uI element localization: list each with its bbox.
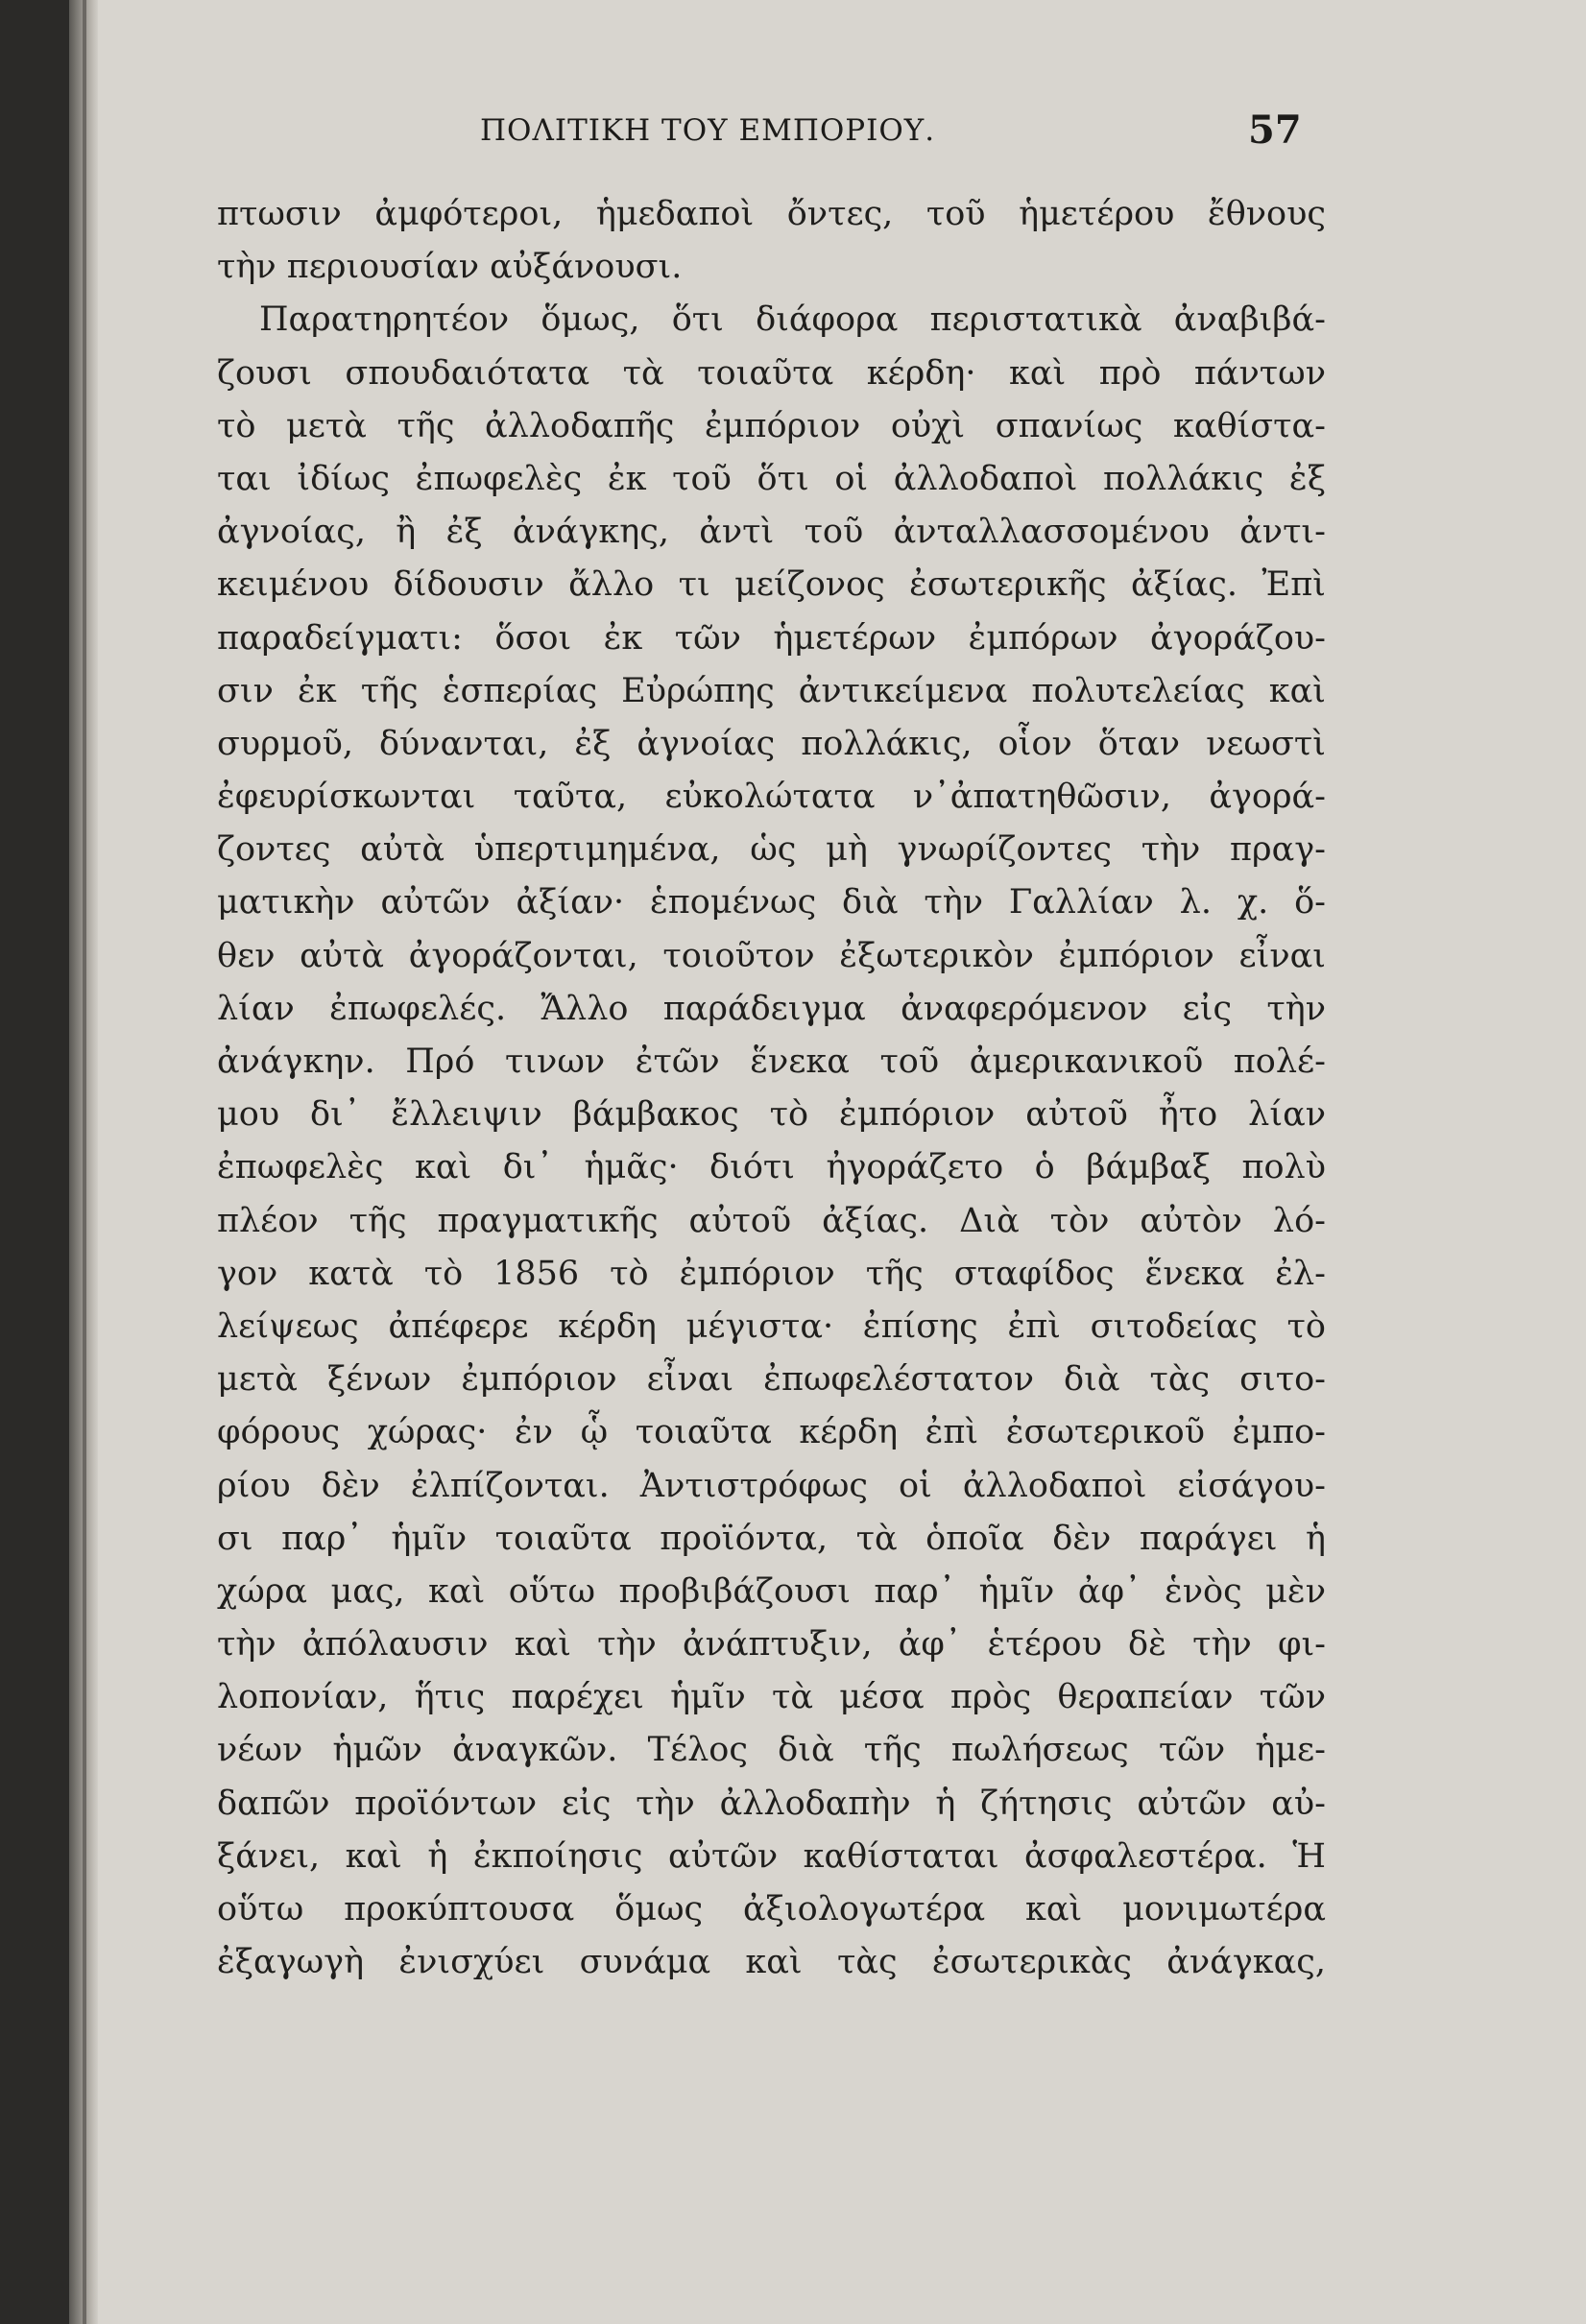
- text-line: πλέον τῆς πραγματικῆς αὐτοῦ ἀξίας. Διὰ τὸν αὐτὸν λό-: [217, 1201, 1326, 1240]
- body-text: [217, 188, 1326, 1989]
- text-line: ἐφευρίσκωνται ταῦτα, εὐκολώτατα ν᾽ἀπατηθῶσιν, ἀγορά-: [217, 778, 1326, 817]
- text-line: τὴν ἀπόλαυσιν καὶ τὴν ἀνάπτυξιν, ἀφ᾽ ἑτέρου δὲ τὴν φι-: [217, 1625, 1326, 1665]
- text-line: ζοντες αὐτὰ ὑπερτιμημένα, ὡς μὴ γνωρίζοντες τὴν πραγ-: [217, 830, 1326, 870]
- text-line: κειμένου δίδουσιν ἄλλο τι μείζονος ἐσωτερικῆς ἀξίας. Ἐπὶ: [217, 565, 1326, 605]
- text-line: ξάνει, καὶ ἡ ἐκποίησις αὐτῶν καθίσταται ἀσφαλεστέρα. Ἡ: [217, 1836, 1326, 1876]
- text-line: ἐξαγωγὴ ἐνισχύει συνάμα καὶ τὰς ἐσωτερικὰς ἀνάγκας,: [217, 1943, 1326, 1982]
- text-line: λείψεως ἀπέφερε κέρδη μέγιστα· ἐπίσης ἐπὶ σιτοδείας τὸ: [217, 1306, 1326, 1346]
- binding-line: [83, 0, 86, 2324]
- text-line: πτωσιν ἀμφότεροι, ἡμεδαποὶ ὄντες, τοῦ ἡμετέρου ἔθνους: [217, 195, 1326, 233]
- text-line: μετὰ ξένων ἐμπόριον εἶναι ἐπωφελέστατον διὰ τὰς σιτο-: [217, 1360, 1326, 1400]
- text-line: σιν ἐκ τῆς ἑσπερίας Εὐρώπης ἀντικείμενα πολυτελείας καὶ: [217, 671, 1326, 710]
- text-line: ρίου δὲν ἐλπίζονται. Ἀντιστρόφως οἱ ἀλλοδαποὶ εἰσάγου-: [217, 1466, 1326, 1505]
- text-line: ματικὴν αὐτῶν ἀξίαν· ἑπομένως διὰ τὴν Γαλλίαν λ. χ. ὅ-: [217, 883, 1326, 922]
- text-line: τὴν περιουσίαν αὐξάνουσι.: [217, 248, 683, 287]
- text-line: χώρα μας, καὶ οὕτω προβιβάζουσι παρ᾽ ἡμῖν ἀφ᾽ ἑνὸς μὲν: [217, 1571, 1326, 1611]
- text-line: ἐπωφελὲς καὶ δι᾽ ἡμᾶς· διότι ἠγοράζετο ὁ βάμβαξ πολὺ: [217, 1148, 1326, 1187]
- text-line: σι παρ᾽ ἡμῖν τοιαῦτα προϊόντα, τὰ ὁποῖα δὲν παράγει ἡ: [217, 1519, 1326, 1558]
- text-line: ἀνάγκην. Πρό τινων ἐτῶν ἕνεκα τοῦ ἀμερικανικοῦ πολέ-: [217, 1042, 1326, 1081]
- page-header: [0, 108, 1586, 167]
- text-line: φόρους χώρας· ἐν ᾧ τοιαῦτα κέρδη ἐπὶ ἐσωτερικοῦ ἐμπο-: [217, 1413, 1326, 1452]
- text-line: δαπῶν προϊόντων εἰς τὴν ἀλλοδαπὴν ἡ ζήτησις αὐτῶν αὐ-: [217, 1784, 1326, 1823]
- text-line: λίαν ἐπωφελές. Ἄλλο παράδειγμα ἀναφερόμενον εἰς τὴν: [217, 989, 1326, 1028]
- running-title: ΠΟΛΙΤΙΚΗ ΤΟΥ ΕΜΠΟΡΙΟΥ.: [480, 113, 936, 148]
- text-line: μου δι᾽ ἔλλειψιν βάμβακος τὸ ἐμπόριον αὐτοῦ ἦτο λίαν: [217, 1095, 1326, 1135]
- text-line: Παρατηρητέον ὅμως, ὅτι διάφορα περιστατικὰ ἀναβιβά-: [259, 300, 1326, 340]
- text-line: λοπονίαν, ἥτις παρέχει ἡμῖν τὰ μέσα πρὸς θεραπείαν τῶν: [217, 1678, 1326, 1717]
- text-line: γον κατὰ τὸ 1856 τὸ ἐμπόριον τῆς σταφίδος ἕνεκα ἐλ-: [217, 1254, 1326, 1293]
- text-line: οὕτω προκύπτουσα ὅμως ἀξιολογωτέρα καὶ μονιμωτέρα: [217, 1890, 1326, 1929]
- text-line: παραδείγματι: ὅσοι ἐκ τῶν ἡμετέρων ἐμπόρων ἀγοράζου-: [217, 618, 1326, 658]
- binding-edge: [0, 0, 69, 2324]
- text-line: θεν αὐτὰ ἀγοράζονται, τοιοῦτον ἐξωτερικὸν ἐμπόριον εἶναι: [217, 936, 1326, 975]
- text-line: συρμοῦ, δύνανται, ἐξ ἀγνοίας πολλάκις, οἷον ὅταν νεωστὶ: [217, 724, 1326, 763]
- text-line: τὸ μετὰ τῆς ἀλλοδαπῆς ἐμπόριον οὐχὶ σπανίως καθίστα-: [217, 406, 1326, 445]
- text-line: νέων ἡμῶν ἀναγκῶν. Τέλος διὰ τῆς πωλήσεως τῶν ἡμε-: [217, 1731, 1326, 1770]
- text-line: ἀγνοίας, ἢ ἐξ ἀνάγκης, ἀντὶ τοῦ ἀνταλλασσομένου ἀντι-: [217, 513, 1326, 552]
- text-line: ται ἰδίως ἐπωφελὲς ἐκ τοῦ ὅτι οἱ ἀλλοδαποὶ πολλάκις ἐξ: [217, 459, 1326, 498]
- page-number: 57: [1248, 108, 1302, 153]
- text-line: ζουσι σπουδαιότατα τὰ τοιαῦτα κέρδη· καὶ πρὸ πάντων: [217, 353, 1326, 393]
